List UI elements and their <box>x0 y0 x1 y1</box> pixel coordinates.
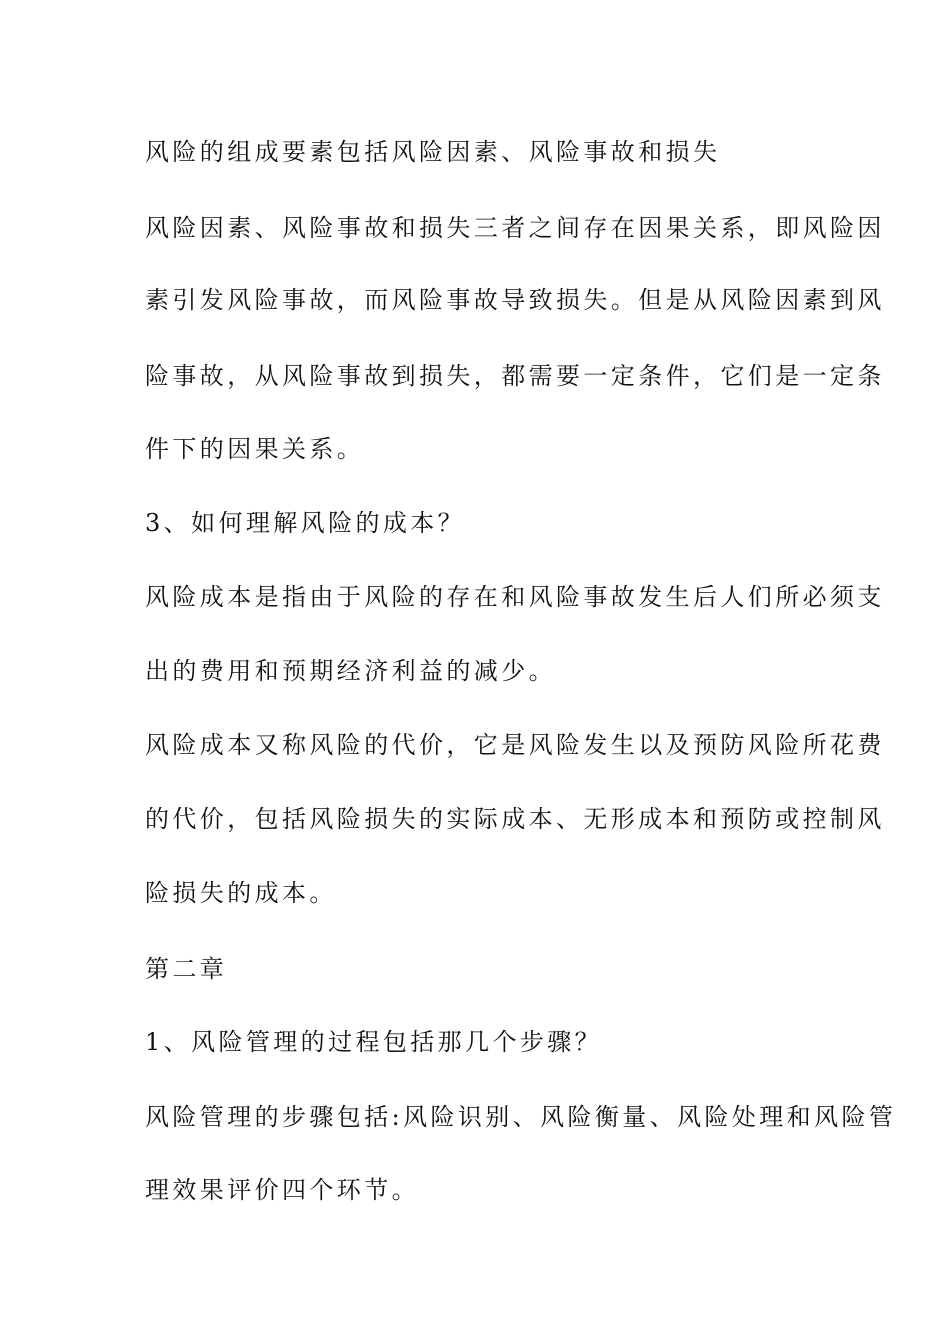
text-line: 风险成本是指由于风险的存在和风险事故发生后人们所必须支 <box>145 583 885 611</box>
text-line: 件下的因果关系。 <box>145 435 365 463</box>
question-heading: 1、风险管理的过程包括那几个步骤？ <box>145 1028 603 1056</box>
text-line: 的代价，包括风险损失的实际成本、无形成本和预防或控制风 <box>145 805 885 833</box>
text-line: 风险成本又称风险的代价，它是风险发生以及预防风险所花费 <box>145 731 885 759</box>
text-line: 出的费用和预期经济利益的减少。 <box>145 657 556 685</box>
text-line: 素引发风险事故，而风险事故导致损失。但是从风险因素到风 <box>145 286 885 314</box>
text-line: 风险因素、风险事故和损失三者之间存在因果关系，即风险因 <box>145 214 885 242</box>
text-line: 风险的组成要素包括风险因素、风险事故和损失 <box>145 138 721 166</box>
question-heading: 3、如何理解风险的成本？ <box>145 509 466 537</box>
text-line: 险事故，从风险事故到损失，都需要一定条件，它们是一定条 <box>145 362 885 390</box>
text-line: 风险管理的步骤包括:风险识别、风险衡量、风险处理和风险管 <box>145 1103 897 1131</box>
text-line: 险损失的成本。 <box>145 879 337 907</box>
text-line: 理效果评价四个环节。 <box>145 1176 419 1204</box>
chapter-heading: 第二章 <box>145 955 228 983</box>
